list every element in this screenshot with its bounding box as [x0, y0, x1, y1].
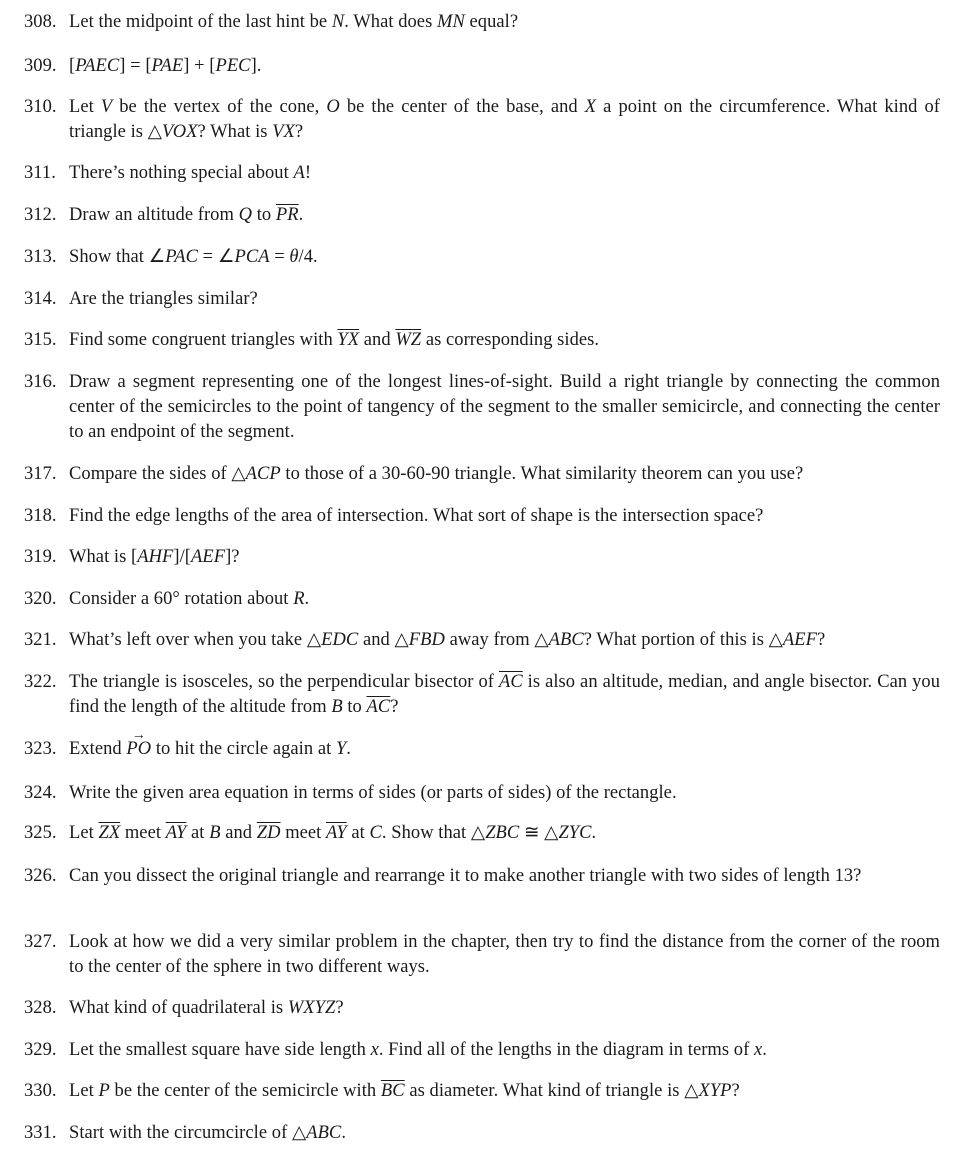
ray-po: → PO	[126, 737, 151, 762]
hint-text: Find the edge lengths of the area of intersection. What sort of shape is the intersection space?	[69, 506, 764, 526]
hint-text: Write the given area equation in terms of sides (or parts of sides) of the rectangle.	[69, 783, 677, 803]
hint-330	[24, 1079, 940, 1104]
hint-text: Look at how we did a very similar problem in the chapter, then try to find the distance from the corner of the room to the center of the sphere in two different ways.	[69, 932, 940, 977]
hint-number: 318.	[24, 506, 57, 526]
hint-320	[24, 587, 940, 612]
hint-321	[24, 628, 940, 653]
hint-number: 324.	[24, 783, 57, 803]
hint-number: 315.	[24, 330, 57, 350]
hint-number: 310.	[24, 97, 57, 117]
hint-number: 327.	[24, 932, 57, 952]
hint-328	[24, 996, 940, 1021]
hint-text: Extend → PO to hit the circle again at Y.	[69, 737, 940, 762]
hint-text: Let the smallest square have side length x. Find all of the lengths in the diagram in terms of x.	[69, 1040, 767, 1060]
hint-number: 323.	[24, 739, 57, 759]
hint-315	[24, 328, 940, 353]
hint-317	[24, 462, 940, 487]
hint-323	[24, 737, 940, 762]
hint-text: Are the triangles similar?	[69, 289, 258, 309]
hint-number: 321.	[24, 630, 57, 650]
hint-number: 330.	[24, 1081, 57, 1101]
hint-314	[24, 287, 940, 312]
hint-number: 311.	[24, 163, 56, 183]
hint-text: What’s left over when you take △EDC and △FBD away from △ABC? What portion of this is △AEF?	[69, 630, 826, 650]
hint-309	[24, 54, 940, 79]
hint-313	[24, 245, 940, 270]
hint-text: Compare the sides of △ACP to those of a 30-60-90 triangle. What similarity theorem can you use?	[69, 464, 804, 484]
hint-number: 328.	[24, 998, 57, 1018]
hint-number: 331.	[24, 1123, 57, 1143]
hint-text: Start with the circumcircle of △ABC.	[69, 1123, 347, 1143]
hint-text: What is [AHF]/[AEF]?	[69, 547, 240, 567]
hint-327	[24, 930, 940, 980]
hint-316	[24, 370, 940, 445]
hint-318	[24, 504, 940, 529]
hint-number: 320.	[24, 589, 57, 609]
hint-number: 313.	[24, 247, 57, 267]
hint-number: 322.	[24, 672, 57, 692]
hint-text: Show that ∠PAC = ∠PCA = θ/4.	[69, 247, 318, 267]
hint-number: 326.	[24, 866, 57, 886]
hint-322	[24, 670, 940, 720]
hint-310	[24, 95, 940, 145]
hint-311	[24, 161, 940, 186]
hint-text: Let P be the center of the semicircle with $\overline{BC}$ as diameter. What kind of triangle is △XYP?	[69, 1081, 740, 1101]
hint-308	[24, 10, 940, 35]
hint-325	[24, 821, 940, 846]
hint-number: 314.	[24, 289, 57, 309]
hint-number: 329.	[24, 1040, 57, 1060]
hint-312	[24, 203, 940, 228]
hint-text: There’s nothing special about A!	[69, 163, 312, 183]
hint-329	[24, 1038, 940, 1063]
hint-number: 317.	[24, 464, 57, 484]
hint-number: 316.	[24, 372, 57, 392]
hint-text: Can you dissect the original triangle and rearrange it to make another triangle with two sides of length 13?	[69, 866, 862, 886]
hint-text: The triangle is isosceles, so the perpendicular bisector of $\overline{AC}$ is also an altitude, median, and angle bisector. Can you find the length of the altitude from B to $\overline{AC}$?	[69, 672, 941, 717]
hint-number: 312.	[24, 205, 57, 225]
hint-number: 309.	[24, 56, 57, 76]
hint-number: 319.	[24, 547, 57, 567]
hint-number: 325.	[24, 823, 57, 843]
hint-text: Find some congruent triangles with $\overline{YX}$ and $\overline{WZ}$ as corresponding sides.	[69, 330, 600, 350]
hint-text: Draw a segment representing one of the longest lines-of-sight. Build a right triangle by connecting the common center of the semicircles to the point of tangency of the segment to the smaller semicircle, and connecting the center to an endpoint of the segment.	[69, 372, 940, 442]
hint-324	[24, 781, 940, 806]
hint-text: Draw an altitude from Q to $\overline{PR}$.	[69, 205, 304, 225]
hint-319	[24, 545, 940, 570]
hint-text: Let $\overline{ZX}$ meet $\overline{AY}$ at B and $\overline{ZD}$ meet $\overline{AY}$ at C. Show that △ZBC ≅ △ZYC.	[69, 823, 597, 843]
hint-text: Let the midpoint of the last hint be N. What does MN equal?	[69, 12, 519, 32]
hint-text: [PAEC] = [PAE] + [PEC].	[69, 56, 262, 76]
hint-number: 308.	[24, 12, 57, 32]
hint-text: Consider a 60° rotation about R.	[69, 589, 310, 609]
hint-text: What kind of quadrilateral is WXYZ?	[69, 998, 344, 1018]
hint-326	[24, 864, 940, 889]
hint-text: Let V be the vertex of the cone, O be the center of the base, and X a point on the circumference. What kind of triangle is △VOX? What is VX?	[69, 97, 940, 142]
hint-331	[24, 1121, 940, 1146]
